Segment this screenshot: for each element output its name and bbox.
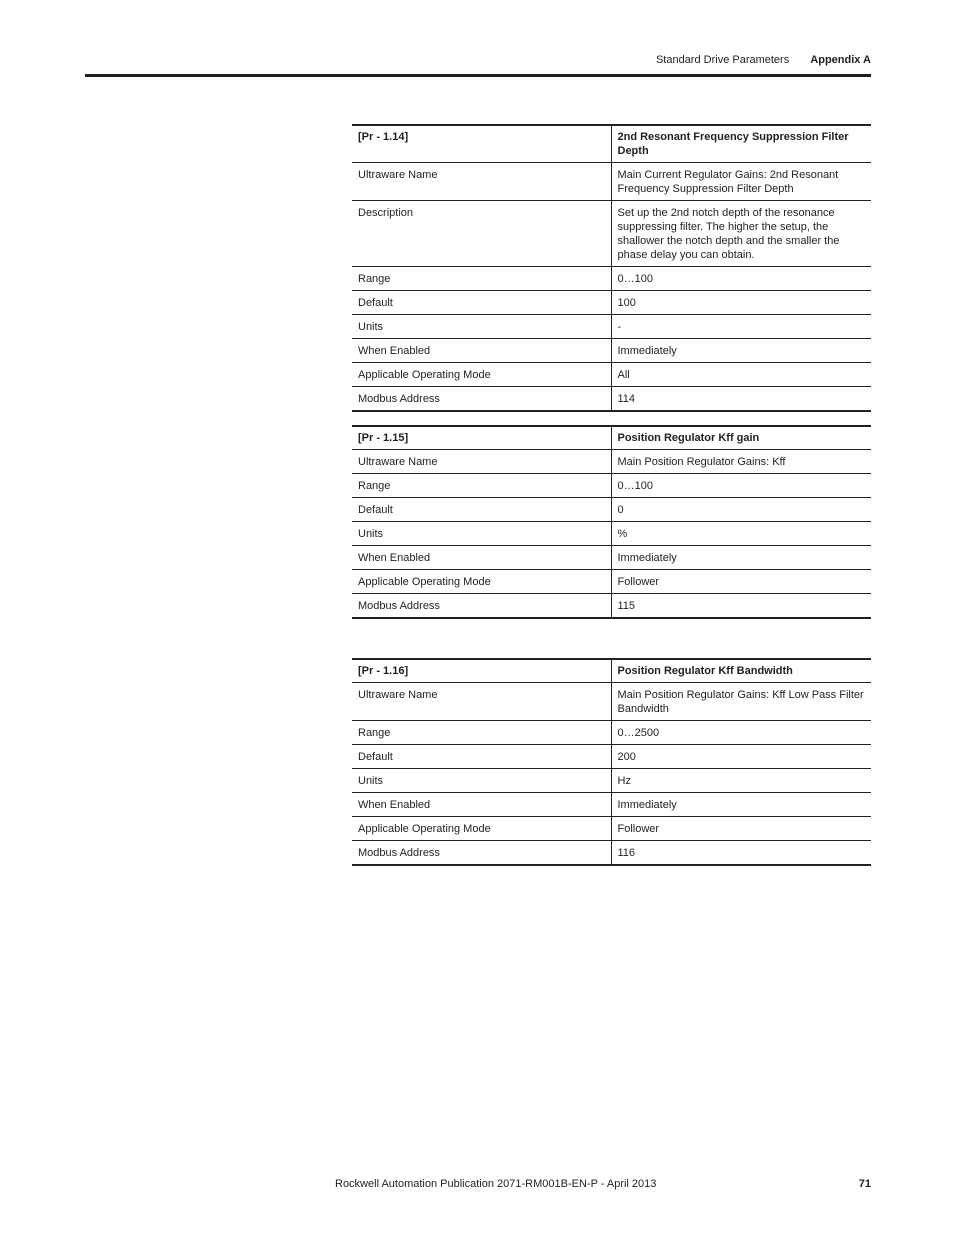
table-row: [352, 474, 871, 498]
param-title: Position Regulator Kff Bandwidth: [611, 659, 871, 683]
row-label: Applicable Operating Mode: [352, 570, 611, 594]
param-id: [Pr - 1.14]: [352, 125, 611, 163]
row-value: Set up the 2nd notch depth of the resonance suppressing filter. The higher the setup, the shallower the notch depth and the smaller the phase delay you can obtain.: [611, 201, 871, 267]
table-header-row: [352, 426, 871, 450]
row-label: Default: [352, 745, 611, 769]
table-row: [352, 387, 871, 412]
row-label: When Enabled: [352, 546, 611, 570]
table-row: [352, 291, 871, 315]
param-title: Position Regulator Kff gain: [611, 426, 871, 450]
table-row: [352, 267, 871, 291]
row-label: Ultraware Name: [352, 683, 611, 721]
table-row: [352, 817, 871, 841]
table-row: [352, 793, 871, 817]
table-row: [352, 570, 871, 594]
page-number: 71: [858, 1178, 871, 1190]
row-value: 100: [611, 291, 871, 315]
row-value: 114: [611, 387, 871, 412]
row-value: 0: [611, 498, 871, 522]
page-header: [656, 53, 871, 67]
row-label: Modbus Address: [352, 594, 611, 619]
row-value: Main Position Regulator Gains: Kff: [611, 450, 871, 474]
table-row: [352, 201, 871, 267]
row-value: Main Position Regulator Gains: Kff Low Pass Filter Bandwidth: [611, 683, 871, 721]
publication-info: Rockwell Automation Publication 2071-RM001B-EN-P - April 2013: [335, 1178, 657, 1190]
row-label: Ultraware Name: [352, 450, 611, 474]
param-table-pr-1-14: [352, 124, 871, 412]
row-label: Modbus Address: [352, 387, 611, 412]
table-row: [352, 363, 871, 387]
row-label: Range: [352, 474, 611, 498]
row-value: 200: [611, 745, 871, 769]
param-table-pr-1-15: [352, 425, 871, 619]
row-value: 0…2500: [611, 721, 871, 745]
row-value: 0…100: [611, 267, 871, 291]
table-row: [352, 683, 871, 721]
row-label: Range: [352, 721, 611, 745]
row-value: Follower: [611, 817, 871, 841]
table-row: [352, 498, 871, 522]
row-label: Units: [352, 522, 611, 546]
row-value: Hz: [611, 769, 871, 793]
row-label: Range: [352, 267, 611, 291]
row-value: Immediately: [611, 546, 871, 570]
row-value: %: [611, 522, 871, 546]
table-row: [352, 450, 871, 474]
table-row: [352, 339, 871, 363]
header-section-title: Standard Drive Parameters: [655, 54, 790, 66]
row-value: All: [611, 363, 871, 387]
row-label: Units: [352, 315, 611, 339]
table-header-row: [352, 125, 871, 163]
table-row: [352, 769, 871, 793]
row-label: Ultraware Name: [352, 163, 611, 201]
table-row: [352, 546, 871, 570]
table-row: [352, 841, 871, 866]
row-label: Modbus Address: [352, 841, 611, 866]
table-header-row: [352, 659, 871, 683]
row-value: Immediately: [611, 793, 871, 817]
row-value: Follower: [611, 570, 871, 594]
row-label: Description: [352, 201, 611, 267]
table-row: [352, 315, 871, 339]
param-table-pr-1-16: [352, 658, 871, 866]
row-label: When Enabled: [352, 793, 611, 817]
table-row: [352, 163, 871, 201]
row-label: Applicable Operating Mode: [352, 363, 611, 387]
table-row: [352, 522, 871, 546]
row-label: Default: [352, 498, 611, 522]
param-id: [Pr - 1.16]: [352, 659, 611, 683]
row-value: Main Current Regulator Gains: 2nd Resonant Frequency Suppression Filter Depth: [611, 163, 871, 201]
row-label: When Enabled: [352, 339, 611, 363]
row-value: 116: [611, 841, 871, 866]
header-divider: [85, 74, 871, 77]
row-label: Units: [352, 769, 611, 793]
param-id: [Pr - 1.15]: [352, 426, 611, 450]
row-value: 115: [611, 594, 871, 619]
row-value: Immediately: [611, 339, 871, 363]
param-title: 2nd Resonant Frequency Suppression Filter Depth: [611, 125, 871, 163]
table-row: [352, 745, 871, 769]
row-label: Default: [352, 291, 611, 315]
header-appendix-label: Appendix A: [810, 54, 871, 66]
row-label: Applicable Operating Mode: [352, 817, 611, 841]
row-value: -: [611, 315, 871, 339]
table-row: [352, 721, 871, 745]
row-value: 0…100: [611, 474, 871, 498]
table-row: [352, 594, 871, 619]
